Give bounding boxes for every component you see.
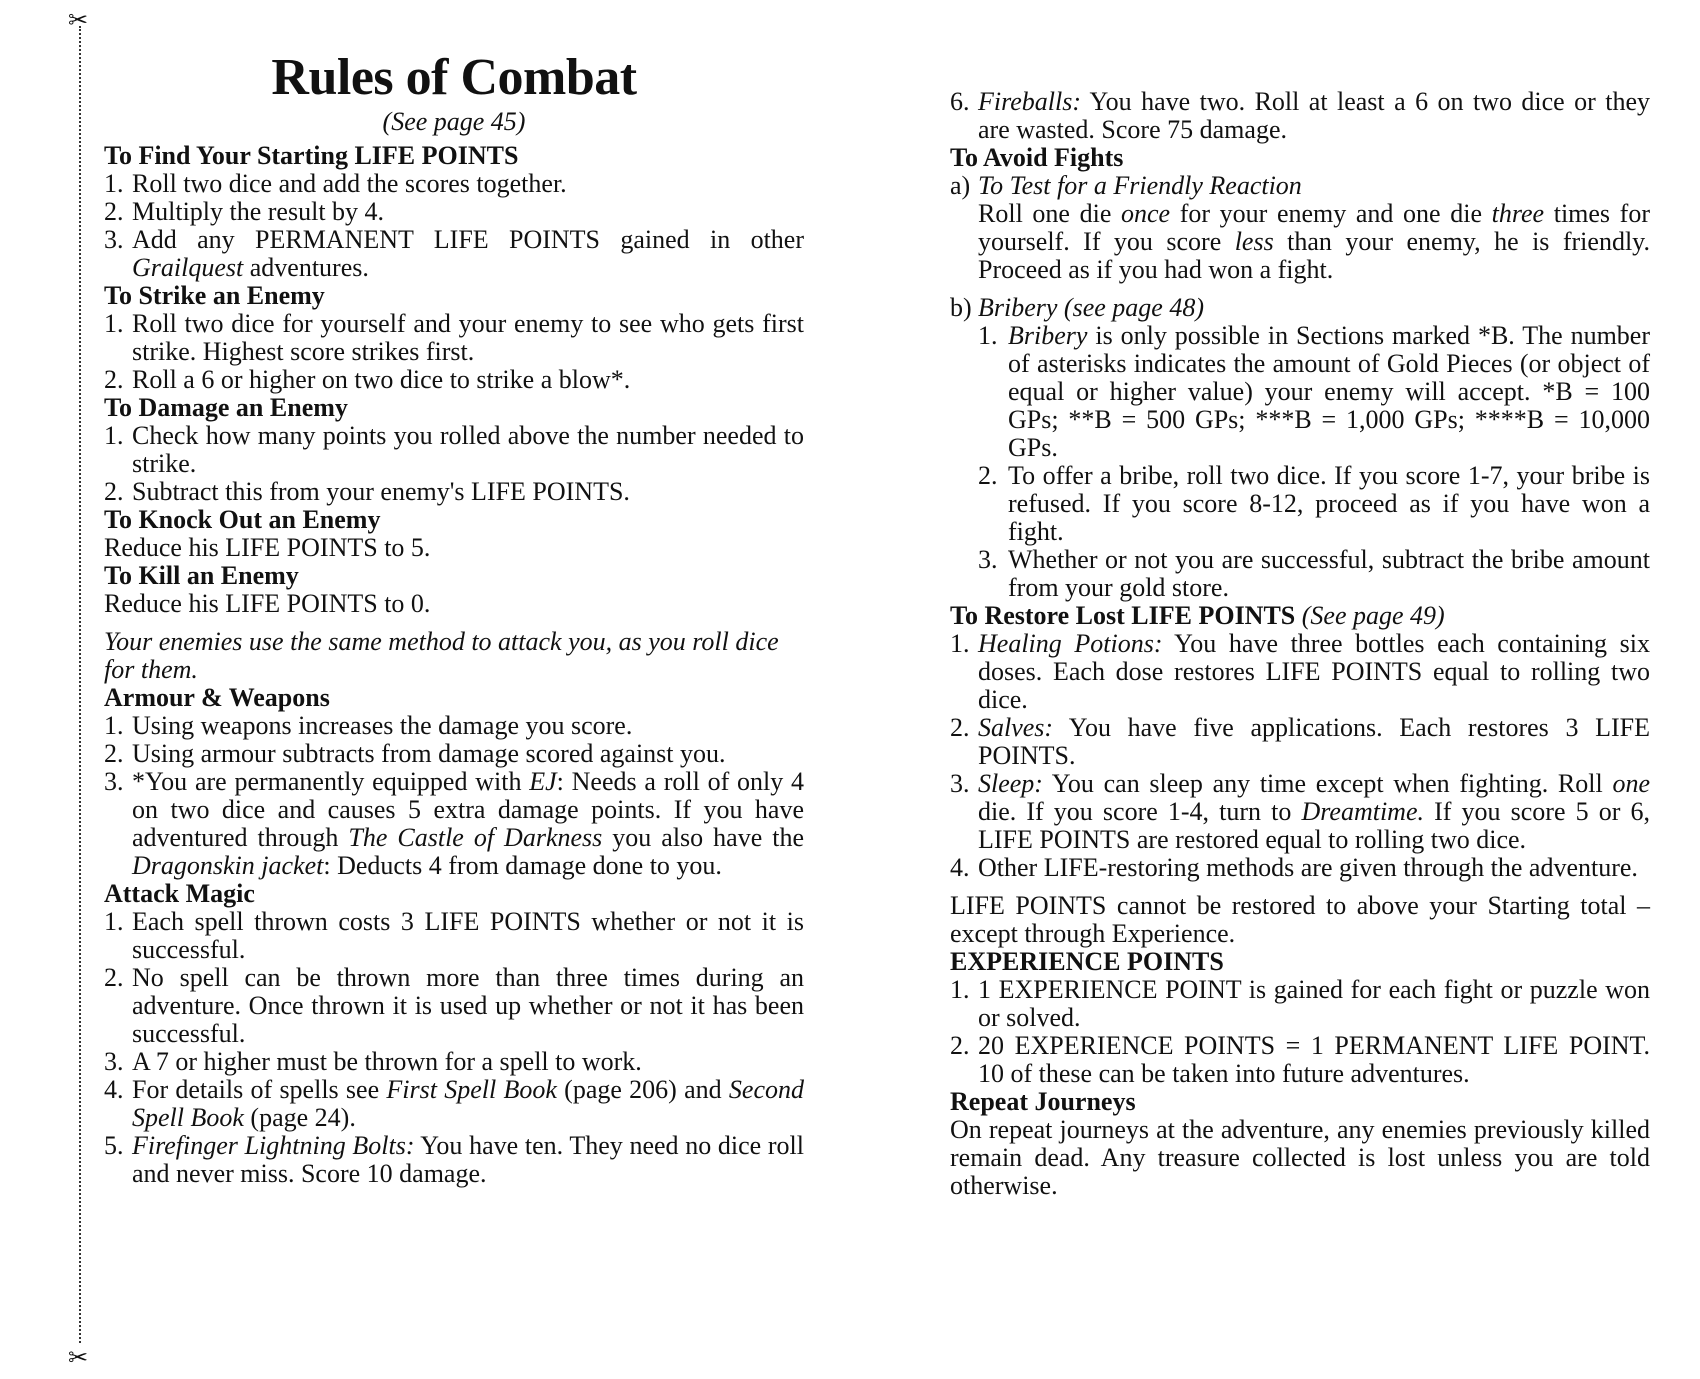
section-experience-points (950, 948, 1650, 1088)
list-item: 2. To offer a bribe, roll two dice. If you score 1-7, your bribe is refused. If you score 8-12, proceed as if you have won a fight. (978, 461, 1650, 546)
restore-note: LIFE POINTS cannot be restored to above your Starting total – except through Experience. (950, 891, 1650, 948)
list-item: 4. For details of spells see First Spell Book (page 206) and Second Spell Book (page 24). (104, 1075, 804, 1132)
cut-line (79, 26, 81, 1343)
scissors-bottom-icon: ✂ (68, 1342, 89, 1370)
section-text: Reduce his LIFE POINTS to 5. (104, 533, 431, 562)
left-column (104, 48, 804, 1188)
section-text: Reduce his LIFE POINTS to 0. (104, 589, 431, 618)
list-item: 2. Subtract this from your enemy's LIFE POINTS. (104, 477, 630, 506)
section-heading: To Kill an Enemy (104, 561, 299, 590)
section-knock-out-enemy (104, 506, 804, 562)
section-heading: To Restore Lost LIFE POINTS (See page 49) (950, 601, 1445, 630)
list-item: 1. Check how many points you rolled above the number needed to strike. (104, 421, 804, 478)
list-item: 1. Roll two dice for yourself and your enemy to see who gets first strike. Highest score strikes first. (104, 309, 804, 366)
section-kill-enemy (104, 562, 804, 618)
list-item: 1. Roll two dice and add the scores together. (104, 169, 567, 198)
list-item: 3. Sleep: You can sleep any time except when fighting. Roll one die. If you score 1-4, turn to Dreamtime. If you score 5 or 6, LIFE POINTS are restored equal to rolling two dice. (950, 769, 1650, 854)
section-restore-life-points (950, 602, 1650, 882)
list-item: 2. Using armour subtracts from damage scored against you. (104, 739, 726, 768)
section-heading: To Knock Out an Enemy (104, 505, 381, 534)
section-armour-weapons (104, 684, 804, 880)
section-heading: To Damage an Enemy (104, 393, 348, 422)
section-repeat-journeys (950, 1088, 1650, 1200)
list-item: 1. Each spell thrown costs 3 LIFE POINTS whether or not it is successful. (104, 907, 804, 964)
section-text: On repeat journeys at the adventure, any enemies previously killed remain dead. Any treasure collected is lost unless you are told otherwise. (950, 1115, 1650, 1200)
subsection-friendly-reaction: a) To Test for a Friendly Reaction (950, 171, 1302, 200)
section-starting-life-points (104, 142, 804, 282)
list-item: 5. Firefinger Lightning Bolts: You have ten. They need no dice roll and never miss. Score 10 damage. (104, 1131, 804, 1188)
list-item: 1. Healing Potions: You have three bottles each containing six doses. Each dose restores LIFE POINTS equal to rolling two dice. (950, 629, 1651, 714)
list-item: 1. 1 EXPERIENCE POINT is gained for each fight or puzzle won or solved. (950, 975, 1650, 1032)
section-heading: To Strike an Enemy (104, 281, 325, 310)
list-item: 2. Multiply the result by 4. (104, 197, 385, 226)
list-item: 1. Bribery is only possible in Sections marked *B. The number of asterisks indicates the amount of Gold Pieces (or object of equal or higher value) your enemy will accept. *B = 100 GPs; **B = 500 GPs; ***B = 1,000 GPs; ****B = 10,000 GPs. (978, 321, 1650, 462)
list-item: 2. Roll a 6 or higher on two dice to strike a blow*. (104, 365, 631, 394)
section-heading: Repeat Journeys (950, 1087, 1136, 1116)
section-heading: Armour & Weapons (104, 683, 330, 712)
page-subtitle: (See page 45) (382, 107, 526, 136)
section-strike-enemy (104, 282, 804, 394)
page-title: Rules of Combat (271, 49, 637, 106)
section-heading: To Avoid Fights (950, 143, 1124, 172)
right-column (950, 88, 1650, 1200)
scissors-top-icon: ✂ (68, 6, 89, 34)
list-item: 1. Using weapons increases the damage you score. (104, 711, 633, 740)
list-item: 3. Add any PERMANENT LIFE POINTS gained in other Grailquest adventures. (104, 225, 804, 282)
list-item-fireballs: 6. Fireballs: You have two. Roll at least a 6 on two dice or they are wasted. Score 75 damage. (950, 87, 1650, 144)
list-item: 3. *You are permanently equipped with EJ: Needs a roll of only 4 on two dice and causes 5 extra damage points. If you have adventured through The Castle of Darkness you also have the Dragonskin jacket: Deducts 4 from damage done to you. (104, 767, 804, 880)
section-heading: EXPERIENCE POINTS (950, 947, 1224, 976)
list-item: 2. No spell can be thrown more than three times during an adventure. Once thrown it is used up whether or not it has been successful. (104, 963, 804, 1048)
subsection-bribery: b) Bribery (see page 48) (950, 293, 1204, 322)
section-avoid-fights (950, 144, 1650, 602)
list-item: 4. Other LIFE-restoring methods are given through the adventure. (950, 853, 1638, 882)
section-damage-enemy (104, 394, 804, 506)
enemies-note: Your enemies use the same method to attack you, as you roll dice for them. (104, 627, 779, 684)
section-heading: To Find Your Starting LIFE POINTS (104, 141, 519, 170)
list-item: 2. Salves: You have five applications. Each restores 3 LIFE POINTS. (950, 713, 1650, 770)
friendly-reaction-text: Roll one die once for your enemy and one die three times for yourself. If you score less than your enemy, he is friendly. Proceed as if you had won a fight. (978, 199, 1650, 284)
section-heading: Attack Magic (104, 879, 255, 908)
list-item: 3. A 7 or higher must be thrown for a spell to work. (104, 1047, 642, 1076)
list-item: 3. Whether or not you are successful, subtract the bribe amount from your gold store. (978, 545, 1650, 602)
section-attack-magic (104, 880, 804, 1188)
list-item: 2. 20 EXPERIENCE POINTS = 1 PERMANENT LIFE POINT. 10 of these can be taken into future adventures. (950, 1031, 1650, 1088)
